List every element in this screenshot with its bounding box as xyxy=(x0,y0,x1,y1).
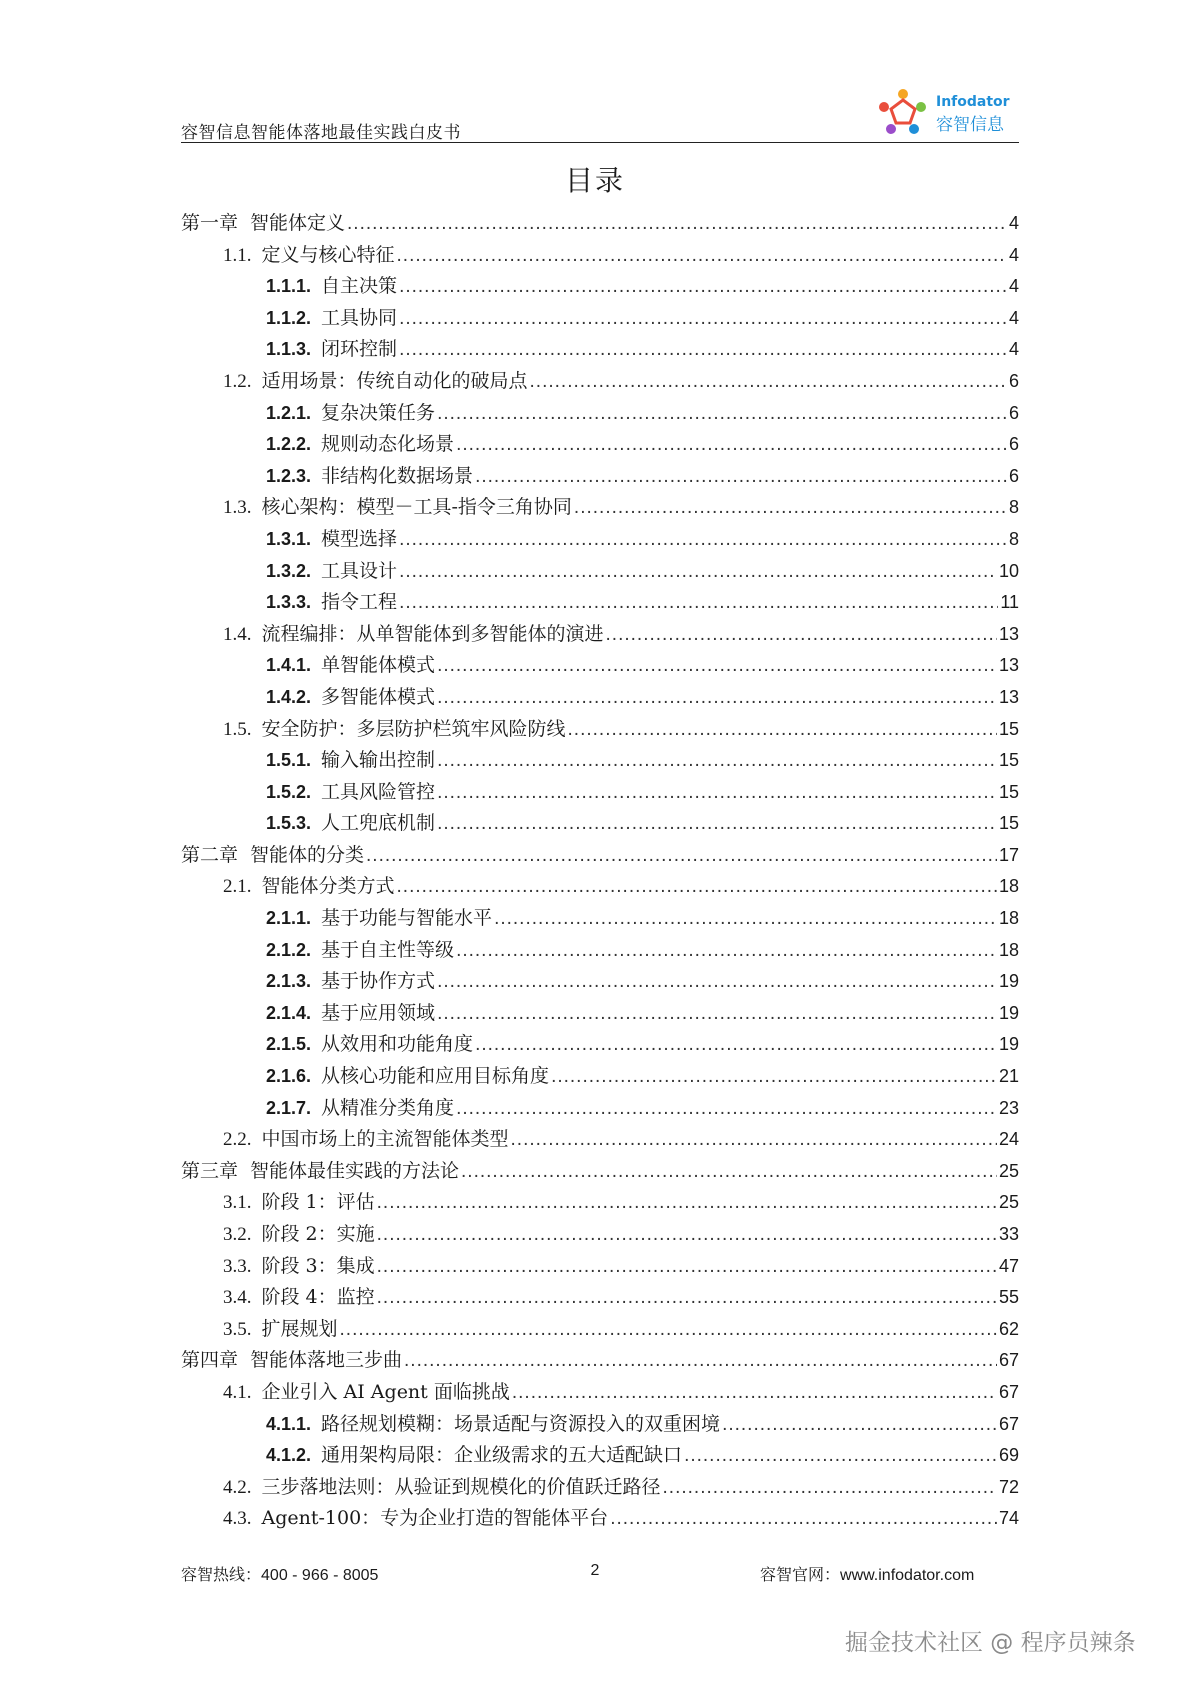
toc-entry-number: 2.1.1. xyxy=(266,908,312,929)
toc-entry-number: 3.3. xyxy=(223,1255,252,1277)
toc-entry-page: 8 xyxy=(1008,497,1019,518)
company-logo xyxy=(876,86,1026,138)
toc-entry-title: 定义与核心特征 xyxy=(261,243,395,266)
toc-entry-title: 路径规划模糊：场景适配与资源投入的双重困境 xyxy=(321,1412,721,1435)
toc-dot-leader xyxy=(530,371,1007,393)
toc-entry-number: 2.1.4. xyxy=(266,1002,312,1023)
logo-english-text: Infodator xyxy=(936,94,1010,110)
toc-entry-page: 6 xyxy=(1008,434,1019,455)
toc-entry-number: 2.1.2. xyxy=(266,939,312,960)
toc-entry[interactable] xyxy=(181,271,1019,303)
toc-dot-leader xyxy=(475,1034,997,1056)
toc-entry-page: 33 xyxy=(998,1224,1019,1244)
toc-entry-title: 复杂决策任务 xyxy=(321,401,436,424)
toc-dot-leader xyxy=(347,213,1007,235)
toc-entry[interactable] xyxy=(181,1409,1019,1441)
hotline-label: 容智热线： xyxy=(181,1565,262,1584)
toc-entry-page: 67 xyxy=(998,1413,1019,1434)
toc-entry-number: 2.1.5. xyxy=(266,1034,312,1055)
toc-entry-title: 流程编排：从单智能体到多智能体的演进 xyxy=(261,622,604,645)
toc-entry-number: 4.1.2. xyxy=(266,1445,312,1466)
toc-entry[interactable] xyxy=(181,903,1019,935)
toc-entry-number: 1.1.1. xyxy=(266,276,312,297)
toc-entry-number: 1.4. xyxy=(223,623,252,645)
toc-entry-title: 阶段 1：评估 xyxy=(261,1191,375,1214)
toc-entry-page: 18 xyxy=(998,908,1019,929)
toc-dot-leader xyxy=(606,624,997,646)
toc-entry-title: 扩展规划 xyxy=(261,1317,338,1340)
toc-entry-title: 基于功能与智能水平 xyxy=(321,907,493,930)
toc-entry[interactable] xyxy=(181,619,1019,651)
toc-entry-page: 10 xyxy=(998,560,1019,581)
header-title: 容智信息智能体落地最佳实践白皮书 xyxy=(181,123,461,143)
website-url: www.infodator.com xyxy=(840,1567,975,1584)
toc-entry[interactable] xyxy=(181,935,1019,967)
toc-entry[interactable] xyxy=(181,1314,1019,1346)
toc-entry[interactable] xyxy=(181,1345,1019,1377)
toc-entry-title: 通用架构局限：企业级需求的五大适配缺口 xyxy=(321,1444,683,1467)
toc-dot-leader xyxy=(366,845,997,867)
toc-entry-number: 1.2.1. xyxy=(266,402,312,423)
toc-entry-page: 13 xyxy=(998,655,1019,676)
toc-entry-page: 4 xyxy=(1008,213,1019,233)
toc-entry-number: 1.5.2. xyxy=(266,781,312,802)
toc-dot-leader xyxy=(397,876,997,898)
toc-entry[interactable] xyxy=(181,1219,1019,1251)
toc-entry-title: 三步落地法则：从验证到规模化的价值跃迁路径 xyxy=(261,1475,661,1498)
toc-entry-title: 智能体定义 xyxy=(250,212,346,234)
toc-dot-leader xyxy=(399,561,997,583)
toc-entry-page: 4 xyxy=(1008,244,1019,265)
toc-entry-page: 23 xyxy=(998,1097,1019,1118)
toc-entry-title: 阶段 2：实施 xyxy=(261,1223,375,1245)
toc-entry-page: 4 xyxy=(1008,307,1019,328)
toc-entry-title: 基于应用领域 xyxy=(321,1001,436,1024)
toc-entry-title: 基于协作方式 xyxy=(321,970,436,993)
toc-dot-leader xyxy=(610,1508,997,1530)
toc-entry-title: 指令工程 xyxy=(321,591,398,614)
toc-dot-leader xyxy=(722,1414,997,1436)
toc-entry-title: 非结构化数据场景 xyxy=(321,464,474,487)
toc-entry[interactable] xyxy=(181,1251,1019,1283)
toc-entry[interactable] xyxy=(181,1440,1019,1472)
toc-entry[interactable] xyxy=(181,1282,1019,1314)
toc-dot-leader xyxy=(456,434,1007,456)
toc-entry-page: 55 xyxy=(998,1287,1019,1308)
toc-entry-page: 72 xyxy=(998,1476,1019,1497)
toc-entry[interactable] xyxy=(181,1377,1019,1409)
toc-entry-number: 3.1. xyxy=(223,1192,252,1214)
logo-chinese-text: 容智信息 xyxy=(936,115,1004,135)
footer-website xyxy=(760,1562,974,1585)
toc-entry-number: 3.5. xyxy=(223,1318,252,1340)
toc-dot-leader xyxy=(456,940,997,962)
toc-dot-leader xyxy=(399,308,1007,330)
toc-entry[interactable] xyxy=(181,587,1019,619)
table-of-contents xyxy=(181,208,1019,1535)
toc-entry-number: 2.1.7. xyxy=(266,1097,312,1118)
toc-dot-leader xyxy=(574,497,1007,519)
toc-entry[interactable] xyxy=(181,840,1019,872)
toc-entry-title: 智能体的分类 xyxy=(250,843,365,866)
toc-dot-leader xyxy=(568,719,997,741)
toc-entry-page: 69 xyxy=(998,1445,1019,1466)
toc-entry-number: 1.1.3. xyxy=(266,339,312,360)
toc-entry[interactable] xyxy=(181,240,1019,272)
footer-page-number: 2 xyxy=(590,1562,600,1579)
toc-dot-leader xyxy=(437,782,997,804)
toc-dot-leader xyxy=(377,1256,997,1278)
toc-entry-number: 1.2.3. xyxy=(266,465,312,486)
toc-entry-title: Agent-100：专为企业打造的智能体平台 xyxy=(261,1507,609,1530)
toc-dot-leader xyxy=(399,276,1007,298)
toc-entry[interactable] xyxy=(181,1124,1019,1156)
toc-entry-number: 1.3. xyxy=(223,497,252,519)
toc-entry-number: 2.1.6. xyxy=(266,1066,312,1087)
toc-entry-number: 2.1.3. xyxy=(266,971,312,992)
toc-entry[interactable] xyxy=(181,1503,1019,1535)
toc-dot-leader xyxy=(437,750,997,772)
toc-entry[interactable] xyxy=(181,1472,1019,1504)
toc-entry-title: 安全防护：多层防护栏筑牢风险防线 xyxy=(261,717,566,740)
toc-entry[interactable] xyxy=(181,334,1019,366)
toc-entry-number: 1.4.2. xyxy=(266,686,312,707)
toc-entry-number: 第一章 xyxy=(181,212,239,234)
toc-entry[interactable] xyxy=(181,208,1019,240)
toc-entry-number: 1.3.1. xyxy=(266,528,312,549)
toc-entry-page: 6 xyxy=(1008,370,1019,391)
toc-entry-page: 15 xyxy=(998,718,1019,739)
toc-dot-leader xyxy=(340,1319,997,1341)
toc-entry-number: 1.5. xyxy=(223,718,252,740)
toc-dot-leader xyxy=(512,1382,997,1404)
toc-entry-title: 适用场景：传统自动化的破局点 xyxy=(261,369,528,392)
toc-dot-leader xyxy=(377,1224,997,1246)
toc-dot-leader xyxy=(437,403,1007,425)
toc-entry-title: 智能体最佳实践的方法论 xyxy=(250,1159,460,1182)
toc-entry-page: 62 xyxy=(998,1318,1019,1339)
toc-entry-number: 4.1. xyxy=(223,1381,252,1403)
toc-dot-leader xyxy=(437,1003,997,1025)
toc-entry-title: 工具风险管控 xyxy=(321,780,436,803)
toc-entry[interactable] xyxy=(181,1029,1019,1061)
toc-entry[interactable] xyxy=(181,429,1019,461)
toc-entry-title: 人工兜底机制 xyxy=(321,812,436,835)
toc-entry-title: 智能体落地三步曲 xyxy=(250,1349,403,1372)
toc-entry[interactable] xyxy=(181,1093,1019,1125)
toc-entry-page: 47 xyxy=(998,1255,1019,1276)
toc-entry-page: 8 xyxy=(1008,528,1019,549)
logo-mark-icon xyxy=(876,86,930,140)
toc-entry-page: 25 xyxy=(998,1192,1019,1213)
toc-entry-page: 25 xyxy=(998,1160,1019,1181)
toc-dot-leader xyxy=(437,687,997,709)
toc-dot-leader xyxy=(663,1477,997,1499)
toc-dot-leader xyxy=(511,1129,997,1151)
toc-entry-title: 基于自主性等级 xyxy=(321,938,455,961)
toc-entry-title: 工具协同 xyxy=(321,306,398,329)
toc-entry[interactable] xyxy=(181,492,1019,524)
toc-entry-number: 1.2. xyxy=(223,370,252,392)
toc-entry-title: 规则动态化场景 xyxy=(321,433,455,456)
toc-dot-leader xyxy=(377,1192,997,1214)
toc-entry[interactable] xyxy=(181,461,1019,493)
toc-dot-leader xyxy=(684,1445,997,1467)
toc-entry-page: 21 xyxy=(998,1066,1019,1087)
toc-entry-number: 第三章 xyxy=(181,1159,239,1182)
toc-entry[interactable] xyxy=(181,871,1019,903)
toc-entry[interactable] xyxy=(181,556,1019,588)
toc-entry-title: 单智能体模式 xyxy=(321,654,436,677)
toc-entry[interactable] xyxy=(181,998,1019,1030)
toc-dot-leader xyxy=(437,971,997,993)
toc-dot-leader xyxy=(397,245,1007,267)
toc-dot-leader xyxy=(461,1161,997,1183)
toc-entry-page: 19 xyxy=(998,1034,1019,1055)
toc-entry-number: 1.4.1. xyxy=(266,655,312,676)
toc-dot-leader xyxy=(475,466,1007,488)
toc-entry-number: 4.1.1. xyxy=(266,1413,312,1434)
toc-entry-number: 1.3.3. xyxy=(266,592,312,613)
toc-entry-page: 24 xyxy=(998,1129,1019,1150)
toc-entry-number: 2.1. xyxy=(223,876,252,898)
toc-entry[interactable] xyxy=(181,398,1019,430)
toc-entry-page: 67 xyxy=(998,1350,1019,1371)
toc-dot-leader xyxy=(399,592,998,614)
toc-dot-leader xyxy=(404,1350,997,1372)
toc-dot-leader xyxy=(399,529,1007,551)
toc-entry-title: 闭环控制 xyxy=(321,338,398,361)
toc-entry-title: 企业引入 AI Agent 面临挑战 xyxy=(261,1380,510,1403)
toc-entry-page: 18 xyxy=(998,876,1019,897)
toc-entry[interactable] xyxy=(181,1156,1019,1188)
toc-entry-title: 从效用和功能角度 xyxy=(321,1033,474,1056)
toc-entry-page: 6 xyxy=(1008,465,1019,486)
toc-entry[interactable] xyxy=(181,303,1019,335)
toc-entry-page: 74 xyxy=(998,1508,1019,1529)
toc-entry-page: 4 xyxy=(1008,276,1019,297)
toc-dot-leader xyxy=(456,1098,997,1120)
toc-entry-number: 4.2. xyxy=(223,1476,252,1498)
toc-entry-number: 1.5.3. xyxy=(266,813,312,834)
toc-entry-page: 13 xyxy=(998,686,1019,707)
toc-dot-leader xyxy=(377,1287,997,1309)
toc-entry-page: 17 xyxy=(998,844,1019,865)
toc-entry-title: 中国市场上的主流智能体类型 xyxy=(261,1128,509,1151)
watermark: 掘金技术社区 @ 程序员辣条 xyxy=(845,1630,1136,1656)
toc-entry[interactable] xyxy=(181,808,1019,840)
header-divider xyxy=(181,142,1019,143)
toc-entry-page: 15 xyxy=(998,781,1019,802)
toc-entry-title: 从核心功能和应用目标角度 xyxy=(321,1065,550,1088)
toc-entry-page: 4 xyxy=(1008,339,1019,360)
toc-entry-number: 第二章 xyxy=(181,843,239,866)
toc-entry-title: 多智能体模式 xyxy=(321,685,436,708)
toc-entry-number: 4.3. xyxy=(223,1508,252,1530)
toc-dot-leader xyxy=(399,339,1007,361)
hotline-number: 400 - 966 - 8005 xyxy=(261,1567,379,1584)
toc-entry[interactable] xyxy=(181,682,1019,714)
toc-entry-title: 模型选择 xyxy=(321,527,398,550)
toc-entry-page: 67 xyxy=(998,1381,1019,1402)
toc-entry[interactable] xyxy=(181,524,1019,556)
toc-entry-title: 工具设计 xyxy=(321,559,398,582)
toc-entry-page: 19 xyxy=(998,1002,1019,1023)
toc-dot-leader xyxy=(437,813,997,835)
toc-entry-number: 1.3.2. xyxy=(266,560,312,581)
toc-entry-title: 输入输出控制 xyxy=(321,749,436,772)
toc-entry-page: 11 xyxy=(1000,592,1019,613)
toc-entry[interactable] xyxy=(181,650,1019,682)
toc-entry-number: 1.5.1. xyxy=(266,750,312,771)
toc-entry[interactable] xyxy=(181,745,1019,777)
toc-entry-title: 核心架构：模型－工具-指令三角协同 xyxy=(261,496,572,519)
toc-entry-number: 第四章 xyxy=(181,1349,239,1372)
toc-entry-page: 19 xyxy=(998,971,1019,992)
toc-entry-number: 3.4. xyxy=(223,1287,252,1309)
toc-entry[interactable] xyxy=(181,966,1019,998)
toc-dot-leader xyxy=(551,1066,997,1088)
toc-entry[interactable] xyxy=(181,777,1019,809)
toc-entry[interactable] xyxy=(181,366,1019,398)
toc-entry-title: 智能体分类方式 xyxy=(261,875,395,898)
toc-entry[interactable] xyxy=(181,714,1019,746)
toc-entry-number: 1.2.2. xyxy=(266,434,312,455)
toc-entry-title: 自主决策 xyxy=(321,275,398,298)
toc-entry-title: 阶段 4：监控 xyxy=(261,1286,375,1309)
toc-entry-number: 1.1. xyxy=(223,244,252,266)
toc-entry-title: 从精准分类角度 xyxy=(321,1096,455,1119)
toc-entry-number: 1.1.2. xyxy=(266,307,312,328)
toc-entry-number: 2.2. xyxy=(223,1129,252,1151)
toc-entry-page: 15 xyxy=(998,750,1019,771)
toc-entry[interactable] xyxy=(181,1061,1019,1093)
toc-entry-page: 15 xyxy=(998,813,1019,834)
toc-entry-page: 13 xyxy=(998,623,1019,644)
website-label: 容智官网： xyxy=(760,1565,841,1584)
toc-title: 目录 xyxy=(564,164,625,197)
toc-dot-leader xyxy=(437,655,997,677)
toc-entry[interactable] xyxy=(181,1187,1019,1219)
toc-entry-title: 阶段 3：集成 xyxy=(261,1254,375,1277)
toc-dot-leader xyxy=(494,908,997,930)
toc-entry-page: 18 xyxy=(998,939,1019,960)
toc-entry-number: 3.2. xyxy=(223,1224,252,1245)
toc-entry-page: 6 xyxy=(1008,402,1019,423)
